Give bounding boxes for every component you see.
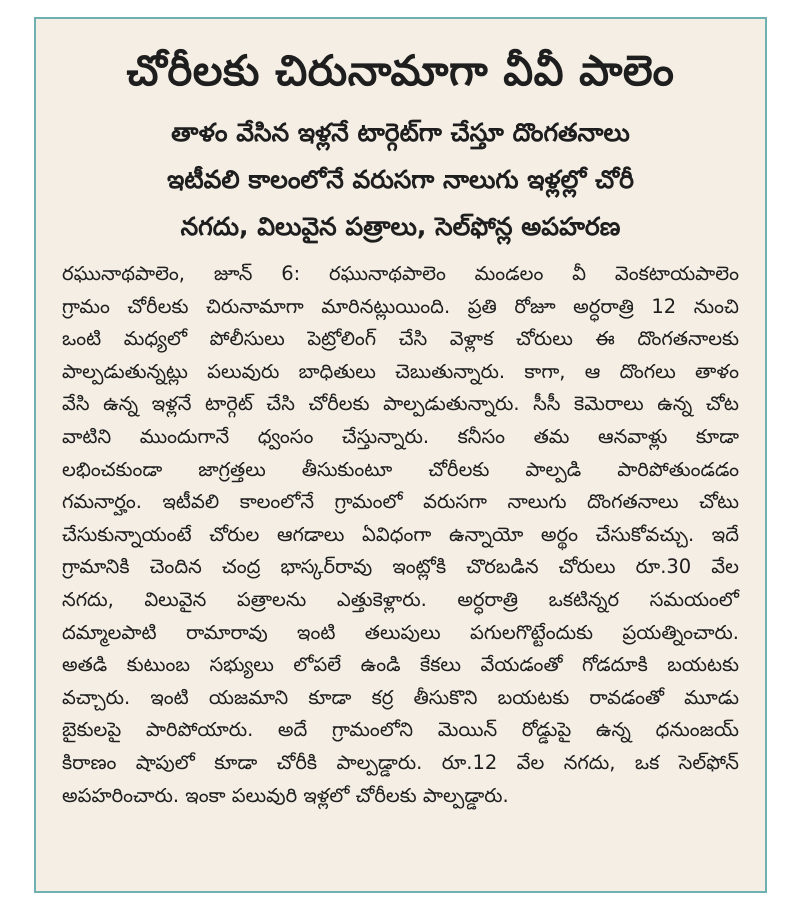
subheadline: ఇటీవలి కాలంలోనే వరుసగా నాలుగు ఇళ్లల్లో చోరీ bbox=[167, 165, 634, 194]
body-line: నగదు, విలువైన పత్రాలను ఎత్తుకెళ్లారు. అర్ధరాత్రి ఒకటిన్నర సమయంలో bbox=[62, 587, 739, 611]
body-line: గ్రామం చోరీలకు చిరునామాగా మారినట్లుయింది. ప్రతి రోజూ అర్ధరాత్రి 12 నుంచి bbox=[62, 294, 739, 318]
body-line: రఘునాథపాలెం, జూన్ 6: రఘునాథపాలెం మండలం వీ వెంకటాయపాలెం bbox=[62, 262, 739, 285]
subheadline-group bbox=[62, 109, 739, 250]
subheadline: తాళం వేసిన ఇళ్లనే టార్గెట్‌గా చేస్తూ దొంగతనాలు bbox=[171, 118, 630, 147]
body-line: బైకులపై పారిపోయారు. అదే గ్రామంలోని మెయిన్ రోడ్డుపై ఉన్న ధనుంజయ్ bbox=[62, 718, 739, 742]
body-line: ఒంటి మధ్యలో పోలీసులు పెట్రోలింగ్ చేసి వెళ్లాక చోరులు ఈ దొంగతనాలకు bbox=[62, 327, 739, 351]
article-body bbox=[62, 258, 739, 812]
body-line: గ్రామానికి చెందిన చంద్ర భాస్కర్‌రావు ఇంట్లోకి చొరబడిన చోరులు రూ.30 వేల bbox=[62, 555, 739, 579]
body-line: వాటిని ముందుగానే ధ్వంసం చేస్తున్నారు. కనీసం తమ ఆనవాళ్లు కూడా bbox=[62, 424, 739, 448]
body-line: దమ్మాలపాటి రామారావు ఇంటి తలుపులు పగులగొట్టేందుకు ప్రయత్నించారు. bbox=[62, 620, 739, 644]
body-line: పాల్పడుతున్నట్లు పలువురు బాధితులు చెబుతున్నారు. కాగా, ఆ దొంగలు తాళం bbox=[62, 359, 739, 383]
body-line: కిరాణం షాపులో కూడా చోరీకి పాల్పడ్డారు. రూ.12 వేల నగదు, ఒక సెల్‌ఫోన్ bbox=[62, 750, 739, 774]
news-clipping bbox=[34, 17, 767, 893]
body-line: గమనార్హం. ఇటీవలి కాలంలోనే గ్రామంలో వరుసగా నాలుగు దొంగతనాలు చోటు bbox=[62, 490, 739, 514]
body-line: చేసుకున్నాయంటే చోరుల ఆగడాలు ఏవిధంగా ఉన్నాయో అర్థం చేసుకోవచ్చు. ఇదే bbox=[62, 522, 739, 546]
body-line: అపహరించారు. ఇంకా పలువురి ఇళ్లలో చోరీలకు పాల్పడ్డారు. bbox=[62, 783, 509, 807]
body-line: లభించకుండా జాగ్రత్తలు తీసుకుంటూ చోరీలకు పాల్పడి పారిపోతుండడం bbox=[62, 457, 739, 481]
body-line: వచ్చారు. ఇంటి యజమాని కూడా కర్ర తీసుకొని బయటకు రావడంతో మూడు bbox=[62, 685, 739, 709]
subheadline: నగదు, విలువైన పత్రాలు, సెల్‌ఫోన్ల అపహరణ bbox=[180, 212, 621, 241]
headline: చోరీలకు చిరునామాగా వీవీ పాలెం bbox=[126, 46, 675, 95]
body-line: అతడి కుటుంబ సభ్యులు లోపలే ఉండి కేకలు వేయడంతో గోడదూకి బయటకు bbox=[62, 653, 739, 677]
body-line: వేసి ఉన్న ఇళ్లనే టార్గెట్ చేసి చోరీలకు పాల్పడుతున్నారు. సీసీ కెమెరాలు ఉన్న చోట bbox=[62, 392, 739, 416]
